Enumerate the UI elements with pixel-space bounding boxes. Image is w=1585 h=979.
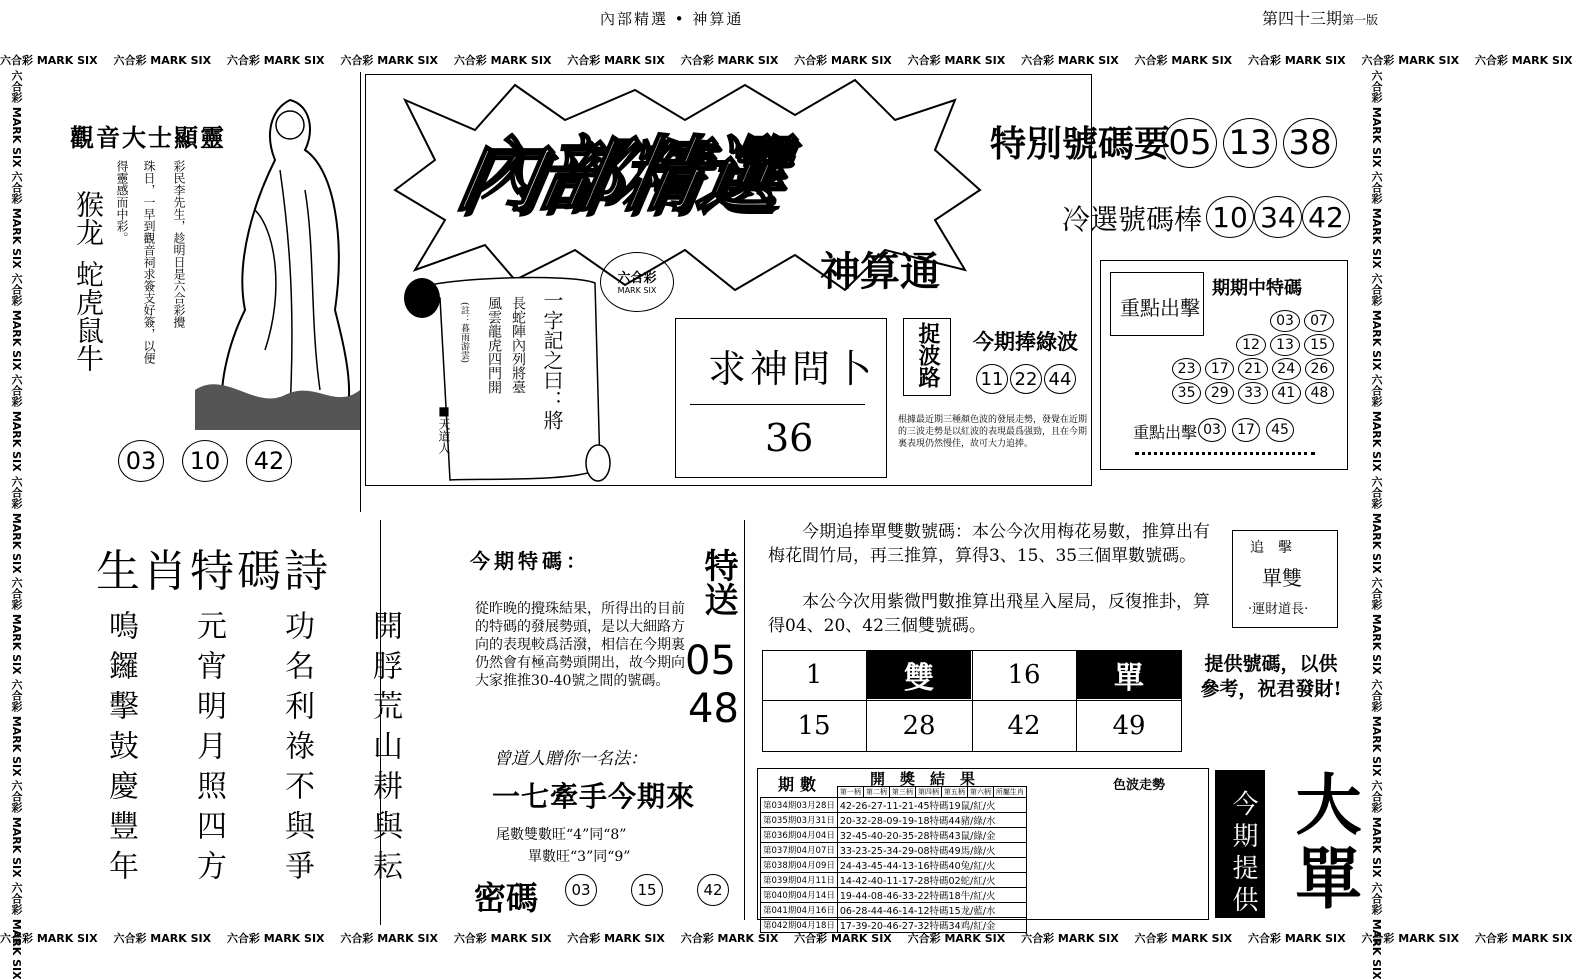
special-numbers bbox=[1163, 118, 1337, 168]
border-tile: 六合彩 MARK SIX bbox=[1370, 881, 1383, 979]
focus-bottom-number-3: 45 bbox=[1266, 418, 1294, 442]
results-col-period: 期數 bbox=[778, 775, 823, 794]
results-value: 19-44-08-46-33-22特碼18牛/紅/火 bbox=[837, 888, 1026, 903]
banner-logo-sub: MARK SIX bbox=[617, 286, 657, 295]
poem-column-2: 元宵明月照四方 bbox=[191, 610, 226, 890]
results-period: 第038期04月09日 bbox=[761, 858, 838, 873]
grid-cell-bottom-1: 15 bbox=[797, 711, 831, 741]
results-col-title: 開 獎 結 果 bbox=[870, 770, 976, 788]
focus-row bbox=[1172, 334, 1334, 356]
focus-bottom-numbers bbox=[1198, 418, 1294, 442]
poem-column-4: 開脬荒山耕與耘 bbox=[367, 610, 402, 890]
border-tile: 六合彩 MARK SIX bbox=[453, 932, 556, 945]
wave-description: 根據最近期三種顏色波的發展走勢，發覺在近期的三波走勢是以紅波的表現最爲强勁，且在今期裏表現仍然慢佳，故可大力追捧。 bbox=[898, 415, 1088, 449]
border-tile: 六合彩 MARK SIX bbox=[1370, 780, 1383, 882]
border-tile: 六合彩 MARK SIX bbox=[1134, 54, 1236, 67]
results-value: 32-45-40-20-35-28特碼43鼠/綠/金 bbox=[837, 828, 1026, 843]
oracle-title: 求神問卜 bbox=[708, 347, 877, 391]
focus-number: 13 bbox=[1270, 334, 1300, 356]
border-tile: 六合彩 MARK SIX bbox=[1370, 171, 1383, 273]
guanyin-number-2: 10 bbox=[182, 440, 228, 482]
focus-bottom-label: 重點出擊 bbox=[1133, 423, 1198, 442]
border-tile: 六合彩 MARK SIX bbox=[1021, 932, 1123, 945]
poem-columns bbox=[98, 610, 406, 900]
oddeven-note: 提供號碼，以供參考，祝君發財! bbox=[1200, 653, 1342, 700]
today-secret-numbers bbox=[565, 874, 729, 906]
results-value: 33-23-25-34-29-08特碼49馬/綠/火 bbox=[837, 843, 1026, 858]
edition-label: 第一版 bbox=[1342, 13, 1379, 27]
guanyin-illustration bbox=[195, 90, 360, 430]
cold-number-3: 42 bbox=[1302, 196, 1350, 238]
border-tile: 六合彩 MARK SIX bbox=[1021, 54, 1123, 67]
cold-number-2: 34 bbox=[1254, 196, 1302, 238]
focus-bottom-number-2: 17 bbox=[1232, 418, 1260, 442]
results-period: 第036期04月04日 bbox=[761, 828, 838, 843]
table-row bbox=[761, 888, 1027, 903]
focus-number: 07 bbox=[1304, 310, 1334, 332]
border-tile: 六合彩 MARK SIX bbox=[1247, 54, 1350, 67]
focus-number: 15 bbox=[1304, 334, 1334, 356]
border-tile: 六合彩 MARK SIX bbox=[0, 932, 102, 945]
table-row bbox=[761, 903, 1027, 918]
results-value: 42-26-27-11-21-45特碼19鼠/紅/火 bbox=[837, 798, 1026, 813]
results-period: 第039期04月11日 bbox=[761, 873, 838, 888]
guanyin-number-3: 42 bbox=[246, 440, 292, 482]
scroll-poem-col2: 風雲龍虎四門開 bbox=[486, 296, 502, 394]
table-row bbox=[761, 798, 1027, 813]
focus-number: 21 bbox=[1238, 358, 1267, 380]
results-period: 第042期04月18日 bbox=[761, 918, 838, 933]
today-tail-2: 單數旺“3”同“9” bbox=[528, 849, 631, 865]
secret-number-2: 15 bbox=[631, 874, 663, 906]
today-send-label: 特送 bbox=[698, 548, 738, 616]
wave-label: 今期捧綠波 bbox=[973, 330, 1078, 354]
border-tile: 六合彩 MARK SIX bbox=[794, 54, 896, 67]
border-tile: 六合彩 MARK SIX bbox=[453, 54, 556, 67]
results-value: 24-43-45-44-13-16特碼40兔/紅/火 bbox=[837, 858, 1026, 873]
guanyin-story-col2: 珠日，一早到觀音祠求簽支好簽，以便 bbox=[142, 160, 156, 364]
guanyin-divider bbox=[360, 72, 361, 512]
results-period: 第034期03月28日 bbox=[761, 798, 838, 813]
border-tile: 六合彩 MARK SIX bbox=[10, 70, 23, 172]
today-text: 從昨晚的攪珠結果，所得出的目前的特碼的發展勢頭，是以大細路方向的表現較爲活潑，相信在今期裏仍然會有極高勢頭開出，故今期向大家推推30-40號之間的號碼。 bbox=[475, 601, 685, 689]
cold-number-1: 10 bbox=[1206, 196, 1254, 238]
border-tile: 六合彩 MARK SIX bbox=[10, 374, 23, 476]
grid-cell-bottom-3: 42 bbox=[1007, 711, 1041, 741]
focus-number: 41 bbox=[1272, 382, 1301, 404]
focus-number: 35 bbox=[1172, 382, 1201, 404]
border-tile: 六合彩 MARK SIX bbox=[1370, 272, 1383, 375]
border-tile: 六合彩 MARK SIX bbox=[794, 932, 896, 945]
special-number-2: 13 bbox=[1223, 118, 1277, 168]
special-number-3: 38 bbox=[1283, 118, 1337, 168]
results-col-wave: 色波走勢 bbox=[1113, 778, 1166, 793]
banner-title: 內部精選 bbox=[450, 128, 788, 223]
results-subheader: 第二柄 bbox=[863, 787, 889, 798]
oracle-divider bbox=[690, 404, 865, 405]
focus-number: 12 bbox=[1236, 334, 1266, 356]
table-row bbox=[761, 918, 1027, 933]
bottom-border-strip bbox=[0, 930, 1573, 946]
issue-number bbox=[1262, 6, 1378, 29]
results-subheader-row bbox=[761, 787, 1027, 798]
focus-row bbox=[1172, 358, 1334, 380]
results-table bbox=[760, 786, 1027, 933]
cold-numbers bbox=[1206, 196, 1350, 238]
border-tile: 六合彩 MARK SIX bbox=[680, 932, 783, 945]
grid-cell-top-1: 1 bbox=[805, 660, 823, 690]
issue-label: 第四十三期 bbox=[1262, 9, 1343, 28]
table-row bbox=[761, 813, 1027, 828]
poem-title: 生肖特碼詩 bbox=[96, 546, 331, 597]
oddeven-para-2: 本公今次用紫微門數推算出飛星入屋局，反復推卦，算得04、20、42三個雙號碼。 bbox=[768, 592, 1210, 636]
today-gift-line: 曾道人贈你一名法： bbox=[494, 749, 647, 769]
cold-label: 冷選號碼棒 bbox=[1062, 203, 1203, 236]
border-tile: 六合彩 MARK SIX bbox=[1247, 932, 1350, 945]
special-label: 特別號碼要 bbox=[990, 124, 1171, 165]
oddeven-box-mid: 單雙 bbox=[1262, 566, 1302, 590]
top-border-strip bbox=[0, 52, 1573, 68]
poem-column-3: 功名利祿不與爭 bbox=[279, 610, 314, 890]
focus-number: 17 bbox=[1205, 358, 1234, 380]
results-period: 第037期04月07日 bbox=[761, 843, 838, 858]
grid-cell-top-2: 雙 bbox=[867, 651, 971, 699]
results-subheader: 第四柄 bbox=[915, 787, 941, 798]
border-tile: 六合彩 MARK SIX bbox=[1474, 932, 1573, 945]
border-tile: 六合彩 MARK SIX bbox=[907, 54, 1010, 67]
today-title: 今期特碼： bbox=[470, 549, 590, 573]
oddeven-box-bottom: ·運財道長· bbox=[1248, 602, 1309, 617]
guanyin-zodiac-col1: 猴龙 bbox=[72, 190, 105, 246]
border-tile: 六合彩 MARK SIX bbox=[1370, 678, 1383, 781]
today-gift-text: 一七牽手今期來 bbox=[492, 780, 696, 813]
guanyin-numbers bbox=[118, 440, 292, 482]
focus-dotted-line bbox=[1135, 452, 1315, 455]
grid-cell-top-4: 單 bbox=[1077, 651, 1181, 699]
wave-number-1: 11 bbox=[976, 364, 1008, 394]
border-tile: 六合彩 MARK SIX bbox=[1370, 70, 1383, 172]
results-value: 06-28-44-46-14-12特碼15龙/藍/水 bbox=[837, 903, 1026, 918]
border-tile: 六合彩 MARK SIX bbox=[0, 54, 102, 67]
focus-number: 03 bbox=[1270, 310, 1300, 332]
border-tile: 六合彩 MARK SIX bbox=[226, 932, 329, 945]
guanyin-number-1: 03 bbox=[118, 440, 164, 482]
banner-subtitle: 神算通 bbox=[820, 249, 940, 295]
results-value: 14-42-40-11-17-28特碼02蛇/紅/火 bbox=[837, 873, 1026, 888]
scroll-signature: ■天道人 bbox=[437, 404, 451, 454]
results-subheader: 所屬生肖 bbox=[993, 787, 1026, 798]
focus-number-rows bbox=[1172, 310, 1334, 406]
results-subheader: 第一柄 bbox=[837, 787, 863, 798]
scroll-poem-col1: 長蛇陣內列將臺 bbox=[510, 296, 526, 394]
table-row bbox=[761, 828, 1027, 843]
results-big-label: 大單 bbox=[1284, 770, 1361, 918]
border-tile: 六合彩 MARK SIX bbox=[340, 932, 442, 945]
secret-number-1: 03 bbox=[565, 874, 597, 906]
border-tile: 六合彩 MARK SIX bbox=[680, 54, 783, 67]
border-tile: 六合彩 MARK SIX bbox=[1370, 374, 1383, 476]
grid-cell-bottom-2: 28 bbox=[902, 711, 936, 741]
grid-cell-bottom-4: 49 bbox=[1112, 711, 1146, 741]
right-border-strip bbox=[1368, 70, 1384, 979]
results-side-label: 今期提供 bbox=[1228, 790, 1258, 918]
table-row bbox=[761, 843, 1027, 858]
border-tile: 六合彩 MARK SIX bbox=[10, 475, 23, 578]
border-tile: 六合彩 MARK SIX bbox=[1361, 54, 1463, 67]
focus-number: 23 bbox=[1172, 358, 1201, 380]
guanyin-zodiac-col2: 蛇虎鼠牛 bbox=[72, 260, 105, 372]
results-subheader: 第六柄 bbox=[967, 787, 993, 798]
border-tile: 六合彩 MARK SIX bbox=[1370, 577, 1383, 679]
secret-number-3: 42 bbox=[697, 874, 729, 906]
border-tile: 六合彩 MARK SIX bbox=[1361, 932, 1463, 945]
border-tile: 六合彩 MARK SIX bbox=[907, 932, 1010, 945]
focus-bottom-number-1: 03 bbox=[1198, 418, 1226, 442]
today-send-number-1: 05 bbox=[685, 638, 736, 684]
guanyin-story-col1: 彩民李先生，趁明日是六合彩攪 bbox=[172, 160, 186, 328]
oracle-number: 36 bbox=[765, 416, 814, 460]
border-tile: 六合彩 MARK SIX bbox=[10, 171, 23, 273]
results-period: 第041期04月16日 bbox=[761, 903, 838, 918]
border-tile: 六合彩 MARK SIX bbox=[226, 54, 329, 67]
results-subheader: 第三柄 bbox=[889, 787, 915, 798]
today-tail-1: 尾數雙數旺“4”同“8” bbox=[496, 827, 627, 843]
border-tile: 六合彩 MARK SIX bbox=[10, 780, 23, 882]
border-tile: 六合彩 MARK SIX bbox=[1370, 475, 1383, 578]
border-tile: 六合彩 MARK SIX bbox=[340, 54, 442, 67]
scroll-heading: 一字記之曰：將 bbox=[540, 290, 564, 430]
wave-number-2: 22 bbox=[1010, 364, 1042, 394]
results-period: 第035期03月31日 bbox=[761, 813, 838, 828]
focus-number: 48 bbox=[1305, 382, 1334, 404]
oddeven-box-top: 追 擊 bbox=[1250, 540, 1292, 556]
guanyin-story-col3: 得靈感而中彩。 bbox=[115, 160, 129, 244]
focus-row bbox=[1172, 382, 1334, 404]
border-tile: 六合彩 MARK SIX bbox=[10, 577, 23, 679]
wave-numbers bbox=[976, 364, 1076, 394]
focus-number: 33 bbox=[1238, 382, 1267, 404]
border-tile: 六合彩 MARK SIX bbox=[1474, 54, 1573, 67]
today-divider bbox=[744, 520, 745, 920]
table-row bbox=[761, 873, 1027, 888]
border-tile: 六合彩 MARK SIX bbox=[1134, 932, 1236, 945]
focus-number: 24 bbox=[1272, 358, 1301, 380]
scroll-note: (註：暮雨游雲) bbox=[459, 302, 469, 364]
border-tile: 六合彩 MARK SIX bbox=[10, 678, 23, 781]
poem-column-1: 鳴鑼擊鼓慶豐年 bbox=[103, 610, 138, 890]
border-tile: 六合彩 MARK SIX bbox=[567, 932, 669, 945]
results-value: 17-39-20-46-27-32特碼34鸡/紅/金 bbox=[837, 918, 1026, 933]
grid-cell-top-3: 16 bbox=[1007, 660, 1041, 690]
border-tile: 六合彩 MARK SIX bbox=[10, 272, 23, 375]
focus-number: 26 bbox=[1305, 358, 1334, 380]
focus-row bbox=[1172, 310, 1334, 332]
results-value: 20-32-28-09-19-18特碼44豬/綠/水 bbox=[837, 813, 1026, 828]
page-header-title: 內部精選 • 神算通 bbox=[600, 10, 744, 28]
border-tile: 六合彩 MARK SIX bbox=[567, 54, 669, 67]
border-tile: 六合彩 MARK SIX bbox=[10, 881, 23, 979]
focus-number: 29 bbox=[1205, 382, 1234, 404]
left-border-strip bbox=[8, 70, 24, 979]
results-period: 第040期04月14日 bbox=[761, 888, 838, 903]
focus-title: 期期中特碼 bbox=[1212, 278, 1302, 299]
table-row bbox=[761, 858, 1027, 873]
today-send-number-2: 48 bbox=[688, 686, 739, 732]
results-subheader: 第五柄 bbox=[941, 787, 967, 798]
special-number-1: 05 bbox=[1163, 118, 1217, 168]
guanyin-title: 觀音大士顯靈 bbox=[70, 123, 226, 152]
banner-logo-text: 六合彩 bbox=[617, 271, 657, 286]
border-tile: 六合彩 MARK SIX bbox=[113, 932, 215, 945]
focus-label: 重點出擊 bbox=[1120, 296, 1200, 320]
border-tile: 六合彩 MARK SIX bbox=[113, 54, 215, 67]
oddeven-para-1: 今期追捧單雙數號碼：本公今次用梅花易數，推算出有梅花間竹局，再三推算，算得3、15、35三個單數號碼。 bbox=[768, 522, 1210, 566]
poem-divider bbox=[380, 520, 381, 925]
wave-badge-text: 捉波路 bbox=[915, 322, 940, 388]
today-secret-label: 密碼 bbox=[474, 879, 539, 917]
wave-number-3: 44 bbox=[1044, 364, 1076, 394]
